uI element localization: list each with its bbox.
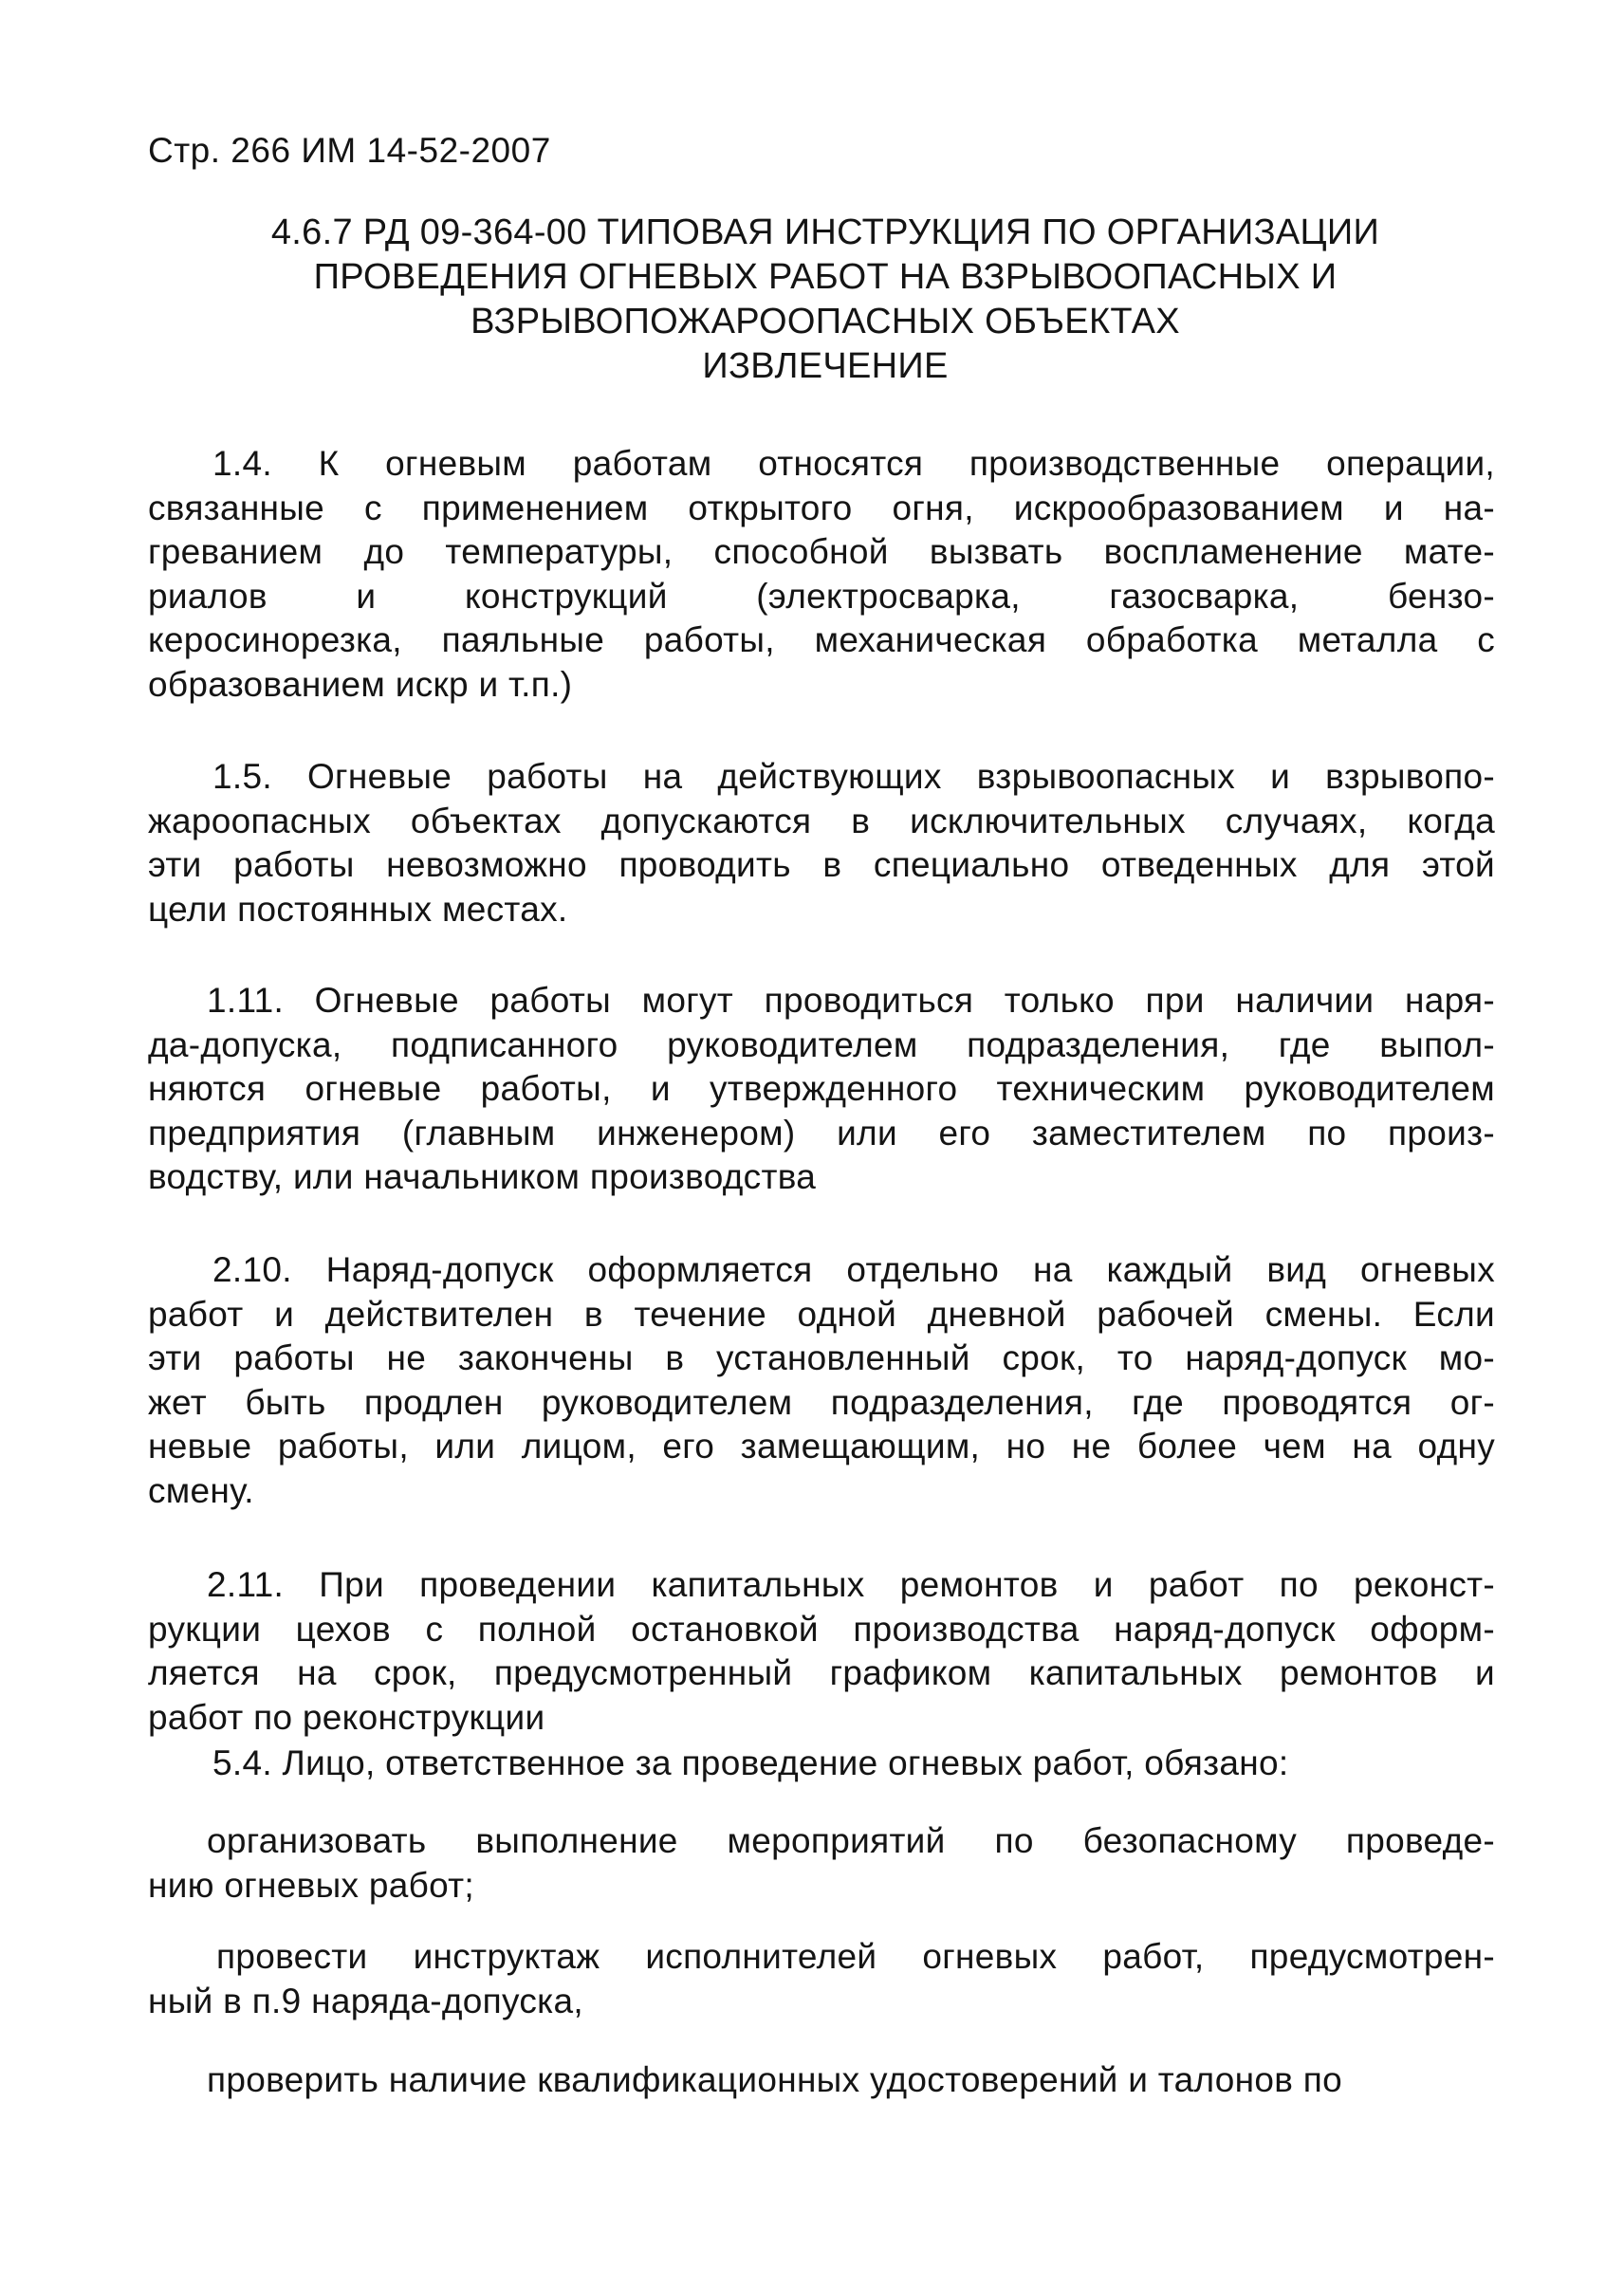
paragraph-line: работ и действителен в течение одной дневной рабочей смены. Если — [148, 1294, 1495, 1334]
list-item-instruct — [148, 1935, 1495, 2023]
paragraph-line: 1.5. Огневые работы на действующих взрывоопасных и взрывопо- — [212, 757, 1495, 796]
paragraph-line: смену. — [148, 1470, 254, 1510]
paragraph-line: эти работы невозможно проводить в специально отведенных для этой — [148, 845, 1495, 884]
list-item-check — [148, 2058, 1495, 2103]
paragraph-line: керосинорезка, паяльные работы, механическая обработка металла с — [148, 620, 1495, 659]
paragraph-line: 2.10. Наряд-допуск оформляется отдельно на каждый вид огневых — [212, 1250, 1495, 1289]
paragraph-line: жароопасных объектах допускаются в исключительных случаях, когда — [148, 801, 1495, 840]
title-line: ИЗВЛЕЧЕНИЕ — [702, 346, 949, 386]
paragraph-line: цели постоянных местах. — [148, 889, 568, 929]
paragraph-line: 1.11. Огневые работы могут проводиться только при наличии наря- — [207, 981, 1495, 1020]
paragraph-line: проверить наличие квалификационных удостоверений и талонов по — [207, 2060, 1343, 2099]
paragraph-line: ный в п.9 наряда-допуска, — [148, 1981, 583, 2020]
paragraph-line: эти работы не закончены в установленный срок, то наряд-допуск мо- — [148, 1338, 1495, 1377]
paragraph-line: образованием искр и т.п.) — [148, 664, 573, 704]
paragraph-line: 5.4. Лицо, ответственное за проведение огневых работ, обязано: — [212, 1743, 1289, 1782]
paragraph-line: связанные с применением открытого огня, искрообразованием и на- — [148, 488, 1495, 527]
paragraph-line: 1.4. К огневым работам относятся производственные операции, — [212, 444, 1495, 483]
paragraph-line: провести инструктаж исполнителей огневых работ, предусмотрен- — [216, 1937, 1495, 1976]
paragraph-5-4 — [148, 1742, 1495, 1786]
paragraph-line: предприятия (главным инженером) или его заместителем по произ- — [148, 1113, 1495, 1153]
document-title — [209, 211, 1442, 389]
paragraph-line: водству, или начальником производства — [148, 1157, 817, 1196]
paragraph-2-10 — [148, 1248, 1495, 1513]
title-line: ВЗРЫВОПОЖАРООПАСНЫХ ОБЪЕКТАХ — [471, 302, 1180, 341]
paragraph-1-5 — [148, 755, 1495, 931]
paragraph-2-11 — [148, 1563, 1495, 1740]
paragraph-line: организовать выполнение мероприятий по безопасному проведе- — [207, 1821, 1495, 1860]
paragraph-line: няются огневые работы, и утвержденного техническим руководителем — [148, 1069, 1495, 1108]
title-line: ПРОВЕДЕНИЯ ОГНЕВЫХ РАБОТ НА ВЗРЫВООПАСНЫХ И — [313, 257, 1338, 297]
paragraph-line: риалов и конструкций (электросварка, газосварка, бензо- — [148, 576, 1495, 616]
paragraph-1-4 — [148, 442, 1495, 707]
list-item-organize — [148, 1819, 1495, 1908]
paragraph-line: да-допуска, подписанного руководителем подразделения, где выпол- — [148, 1024, 1495, 1064]
paragraph-line: работ по реконструкции — [148, 1697, 545, 1737]
paragraph-line: нию огневых работ; — [148, 1865, 474, 1905]
paragraph-line: жет быть продлен руководителем подразделения, где проводятся ог- — [148, 1382, 1495, 1422]
paragraph-line: греванием до температуры, способной вызвать воспламенение мате- — [148, 532, 1495, 571]
title-line: 4.6.7 РД 09-364-00 ТИПОВАЯ ИНСТРУКЦИЯ ПО ОРГАНИЗАЦИИ — [270, 212, 1380, 252]
paragraph-1-11 — [148, 979, 1495, 1200]
paragraph-line: ляется на срок, предусмотренный графиком капитальных ремонтов и — [148, 1653, 1495, 1692]
paragraph-line: рукции цехов с полной остановкой производства наряд-допуск оформ- — [148, 1609, 1495, 1649]
running-head: Стр. 266 ИМ 14-52-2007 — [148, 131, 551, 170]
paragraph-line: невые работы, или лицом, его замещающим, но не более чем на одну — [148, 1427, 1495, 1466]
paragraph-line: 2.11. При проведении капитальных ремонтов и работ по реконст- — [207, 1565, 1495, 1604]
